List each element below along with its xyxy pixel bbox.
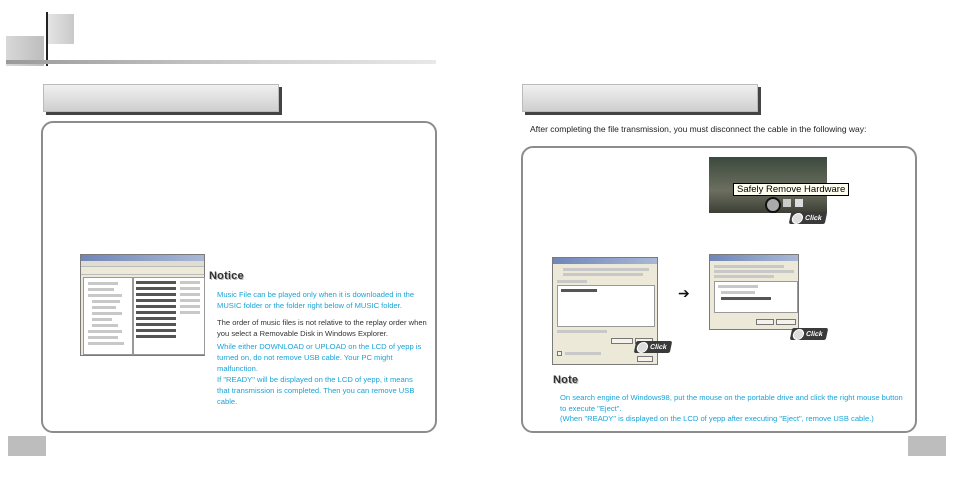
properties-button[interactable] [611, 338, 633, 344]
note-title: Note [553, 374, 579, 386]
intro-text: After completing the file transmission, you must disconnect the cable in the following way: [530, 124, 867, 134]
left-page-number-tab [8, 436, 46, 456]
notice-item-4: If "READY" will be displayed on the LCD of yepp, it means that transmission is completed. Then you can remove USB cable. [217, 375, 415, 406]
note-item-1: On search engine of Windows98, put the mouse on the portable drive and click the right mouse button to execute "Eject". [560, 393, 903, 413]
safely-remove-hardware-icon[interactable] [765, 197, 781, 213]
cancel-button[interactable] [776, 319, 796, 325]
mouse-click-icon [792, 329, 805, 340]
safely-remove-tooltip: Safely Remove Hardware [733, 183, 849, 196]
tray-icon [783, 199, 791, 207]
mouse-click-icon [636, 342, 649, 353]
stop-device-dialog-screenshot [709, 254, 799, 330]
right-page-number-tab [908, 436, 946, 456]
notice-item-2: The order of music files is not relative to the replay order when you select a Removable Disk in Windows Explorer. [217, 318, 427, 338]
header-decoration-block-2 [46, 14, 74, 44]
mouse-click-icon [791, 213, 804, 224]
click-badge: Click [790, 328, 828, 340]
notice-title: Notice [209, 270, 244, 282]
click-badge: Click [634, 341, 672, 353]
header-vertical-rule [46, 12, 48, 66]
tray-icon [795, 199, 803, 207]
taskbar-screenshot [709, 157, 846, 213]
ok-button[interactable] [756, 319, 774, 325]
right-section-title-bar [522, 84, 758, 112]
header-horizontal-rule [6, 60, 436, 64]
note-item-2: (When "READY" is displayed on the LCD of yepp after executing "Eject", remove USB cable.) [560, 414, 874, 423]
close-button[interactable] [637, 356, 653, 362]
left-section-title-bar [43, 84, 279, 112]
notice-item-3: While either DOWNLOAD or UPLOAD on the LCD of yepp is turned on, do not remove USB cable. Your PC might malfunction. [217, 342, 422, 373]
explorer-screenshot [80, 254, 205, 356]
click-badge: Click [789, 212, 827, 224]
notice-item-1: Music File can be played only when it is downloaded in the MUSIC folder or the folder right below of MUSIC folder. [217, 290, 415, 310]
display-components-checkbox[interactable] [557, 351, 562, 356]
left-content-panel [41, 121, 437, 433]
right-content-panel [521, 146, 917, 433]
next-step-arrow-icon: ➔ [678, 285, 690, 301]
